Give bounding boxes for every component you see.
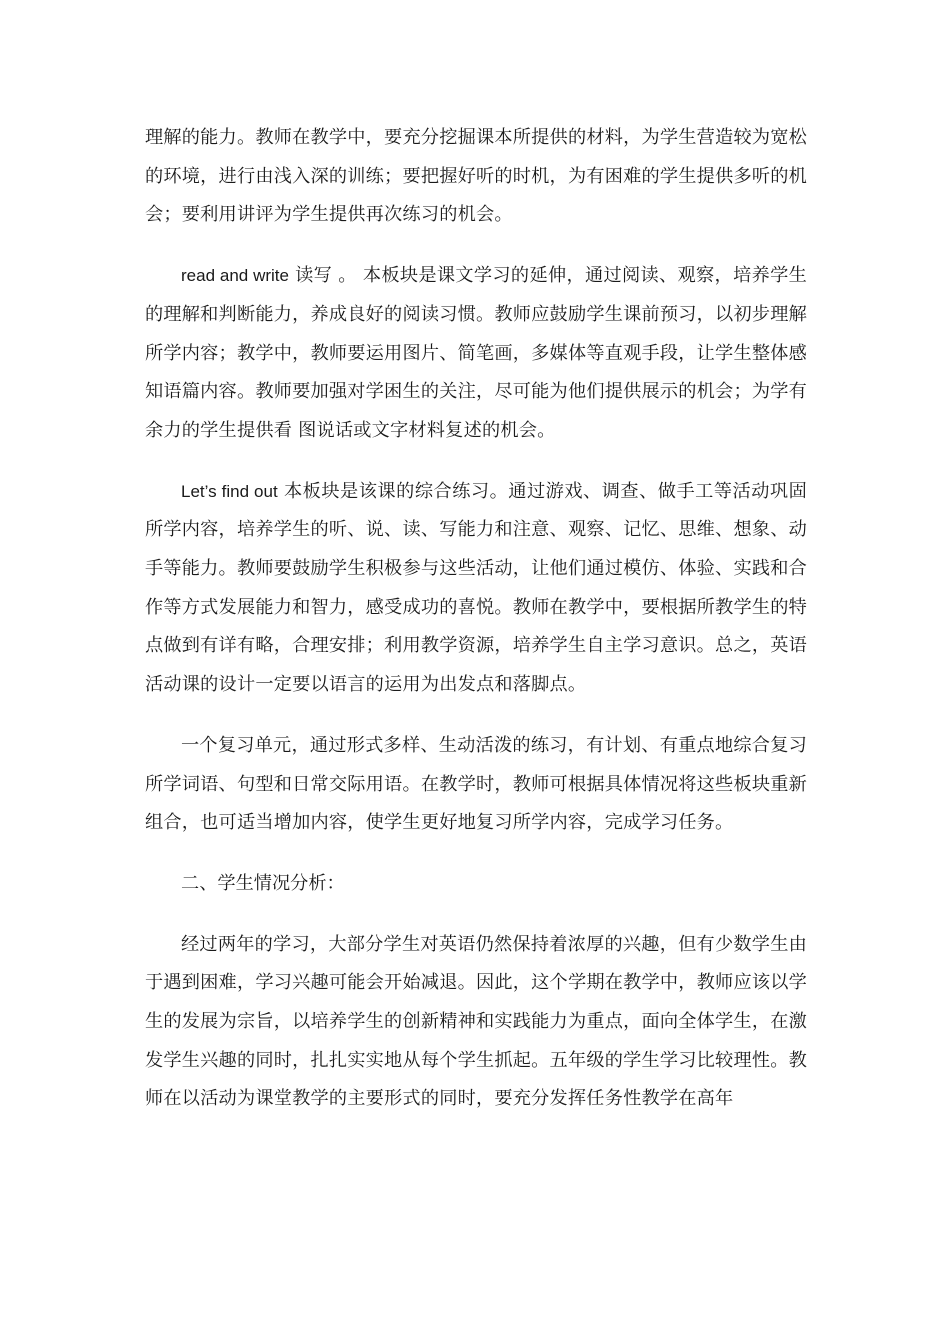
section-lead-lets-find-out: Let’s find out <box>181 481 278 501</box>
document-body <box>145 119 807 1141</box>
paragraph-text: 理解的能力。教师在教学中，要充分挖掘课本所提供的材料，为学生营造较为宽松的环境，进行由浅入深的训练；要把握好听的时机，为有困难的学生提供多听的机会；要利用讲评为学生提供再次练习的机会。 <box>145 127 807 226</box>
paragraph-student-analysis <box>145 926 807 1120</box>
paragraph-text: 一个复习单元，通过形式多样、生动活泼的练习，有计划、有重点地综合复习所学词语、句型和日常交际用语。在教学时，教师可根据具体情况将这些板块重新组合，也可适当增加内容，使学生更好地复习所学内容，完成学习任务。 <box>145 734 807 834</box>
paragraph-text: 经过两年的学习，大部分学生对英语仍然保持着浓厚的兴趣，但有少数学生由于遇到困难，学习兴趣可能会开始减退。因此，这个学期在教学中，教师应该以学生的发展为宗旨，以培养学生的创新精神和实践能力为重点，面向全体学生，在激发学生兴趣的同时，扎扎实实地从每个学生抓起。五年级的学生学习比较理性。教师在以活动为课堂教学的主要形式的同时，要充分发挥任务性教学在高年 <box>145 933 807 1110</box>
paragraph-text: 读写 。 本板块是课文学习的延伸，通过阅读、观察，培养学生的理解和判断能力，养成良好的阅读习惯。教师应鼓励学生课前预习，以初步理解所学内容；教学中，教师要运用图片、简笔画，多媒体等直观手段，让学生整体感知语篇内容。教师要加强对学困生的关注，尽可能为他们提供展示的机会；为学有余力的学生提供看 图说话或文字材料复述的机会。 <box>145 265 807 441</box>
paragraph-lets-find-out <box>145 473 807 705</box>
heading-text: 二、学生情况分析： <box>181 872 345 894</box>
paragraph-read-and-write <box>145 257 807 451</box>
paragraph-text: 本板块是该课的综合练习。通过游戏、调查、做手工等活动巩固所学内容，培养学生的听、说、读、写能力和注意、观察、记忆、思维、想象、动手等能力。教师要鼓励学生积极参与这些活动，让他们通过模仿、体验、实践和合作等方式发展能力和智力，感受成功的喜悦。教师在教学中，要根据所教学生的特点做到有详有略，合理安排；利用教学资源，培养学生自主学习意识。总之，英语活动课的设计一定要以语言的运用为出发点和落脚点。 <box>145 480 807 696</box>
section-heading-student-analysis <box>145 865 807 904</box>
section-lead-read-and-write: read and write <box>181 266 289 286</box>
paragraph-review-unit <box>145 727 807 843</box>
paragraph-1 <box>145 119 807 235</box>
